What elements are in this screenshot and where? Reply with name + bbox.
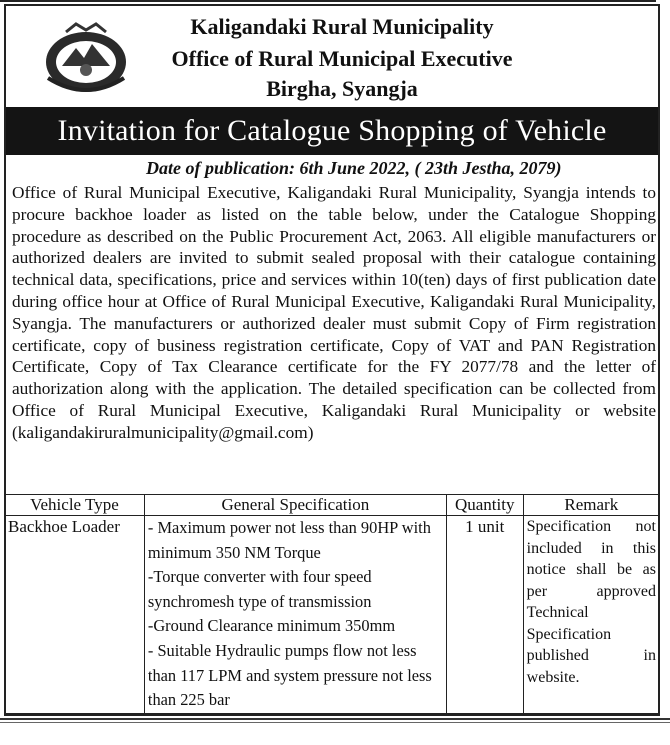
office-location: Birgha, Syangja (266, 76, 418, 101)
notice-title: Invitation for Catalogue Shopping of Vehicle (6, 107, 658, 155)
table-header-row (5, 495, 660, 516)
publication-date: Date of publication: 6th June 2022, ( 23th Jestha, 2079) (146, 158, 562, 178)
notice-body: Office of Rural Municipal Executive, Kaligandaki Rural Municipality, Syangja intends to procure backhoe loader as listed on the table below, under the Catalogue Shopping procedure as described on the Public Procurement Act, 2063. All eligible manufacturers or authorized dealers are invited to submit sealed proposal with their catalogue containing technical data, specifications, price and services within 10(ten) days of first publication date during office hour at Office of Rural Municipal Executive, Kaligandaki Rural Municipality, Syangja. The manufacturers or authorized dealer must submit Copy of Firm registration certificate, copy of business registration certificate, Copy of VAT and PAN Registration Certificate, Copy of Tax Clearance certificate for the FY 2077/78 and the letter of authorization along with the application. The detailed specification can be collected from Office of Rural Municipal Executive, Kaligandaki Rural Municipality or website (kaligandakiruralmunicipality@gmail.com) (12, 183, 656, 442)
specification-cell (144, 516, 446, 714)
table-row (5, 516, 660, 714)
spec-item: - Suitable Hydraulic pumps flow not less than 117 LPM and system pressure not less than 225 bar (147, 640, 432, 710)
vehicle-type-cell: Backhoe Loader (5, 516, 145, 714)
bottom-rule (0, 718, 670, 720)
header-general-specification: General Specification (144, 495, 446, 516)
spec-item: -Torque converter with four speed synchromesh type of transmission (147, 567, 372, 611)
spec-item: -Ground Clearance minimum 350mm (147, 616, 396, 636)
spec-item: - Maximum power not less than 90HP with minimum 350 NM Torque (147, 518, 431, 562)
bottom-rule-thin (0, 722, 670, 723)
header-remark: Remark (523, 495, 659, 516)
municipality-name: Kaligandaki Rural Municipality (190, 14, 494, 39)
remark-cell: Specification not included in this notice shall be as per approved Technical Specification published in website. (523, 516, 659, 714)
notice-header (6, 8, 658, 108)
header-quantity: Quantity (446, 495, 523, 516)
top-rule (0, 0, 656, 2)
office-name: Office of Rural Municipal Executive (171, 46, 513, 71)
specification-table (4, 494, 660, 714)
header-vehicle-type: Vehicle Type (5, 495, 145, 516)
quantity-cell: 1 unit (446, 516, 523, 714)
